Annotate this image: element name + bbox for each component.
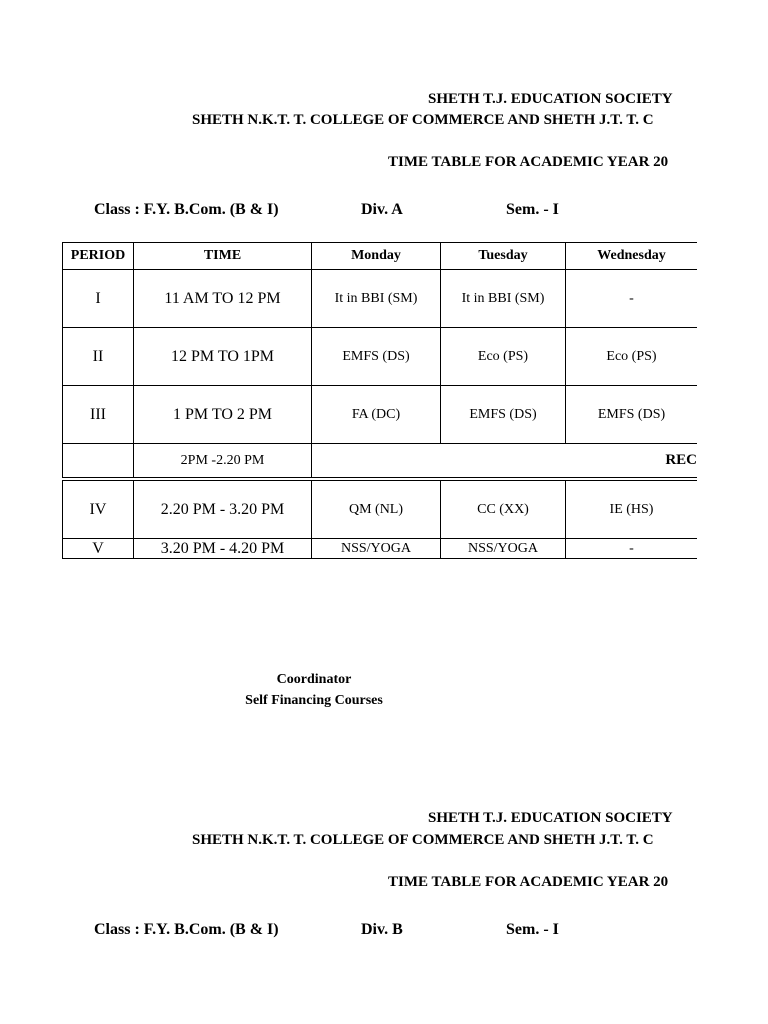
tuesday-cell: NSS/YOGA: [441, 539, 566, 559]
column-header-period: PERIOD: [63, 243, 134, 270]
college-name: SHETH N.K.T. T. COLLEGE OF COMMERCE AND SHETH J.T. T. C: [192, 832, 654, 848]
wednesday-cell: -: [566, 539, 698, 559]
society-name: SHETH T.J. EDUCATION SOCIETY: [428, 91, 673, 107]
semester-label: Sem. - I: [506, 201, 559, 218]
monday-cell: QM (NL): [312, 481, 441, 539]
recess-label: REC: [312, 444, 698, 478]
college-name: SHETH N.K.T. T. COLLEGE OF COMMERCE AND SHETH J.T. T. C: [192, 112, 654, 128]
table-header-row: [63, 243, 698, 270]
break-time-cell: 2PM -2.20 PM: [134, 444, 312, 478]
time-cell: 2.20 PM - 3.20 PM: [134, 481, 312, 539]
period-cell: III: [63, 386, 134, 444]
period-cell: II: [63, 328, 134, 386]
tuesday-cell: Eco (PS): [441, 328, 566, 386]
timetable: [62, 242, 697, 559]
monday-cell: FA (DC): [312, 386, 441, 444]
timetable-title: TIME TABLE FOR ACADEMIC YEAR 20: [388, 154, 669, 170]
society-name: SHETH T.J. EDUCATION SOCIETY: [428, 810, 673, 826]
period-cell: V: [63, 539, 134, 559]
tuesday-cell: EMFS (DS): [441, 386, 566, 444]
monday-cell: EMFS (DS): [312, 328, 441, 386]
division-label: Div. A: [361, 201, 403, 218]
wednesday-cell: EMFS (DS): [566, 386, 698, 444]
table-row: [63, 328, 698, 386]
time-cell: 1 PM TO 2 PM: [134, 386, 312, 444]
class-label: Class : F.Y. B.Com. (B & I): [94, 921, 279, 938]
table-row: [63, 481, 698, 539]
coordinator-title: Coordinator: [276, 672, 352, 687]
column-header-monday: Monday: [312, 243, 441, 270]
wednesday-cell: -: [566, 270, 698, 328]
wednesday-cell: IE (HS): [566, 481, 698, 539]
time-cell: 12 PM TO 1PM: [134, 328, 312, 386]
table-row: [63, 270, 698, 328]
break-row: [63, 444, 698, 478]
tuesday-cell: It in BBI (SM): [441, 270, 566, 328]
column-header-time: TIME: [134, 243, 312, 270]
time-cell: 3.20 PM - 4.20 PM: [134, 539, 312, 559]
class-label: Class : F.Y. B.Com. (B & I): [94, 201, 279, 218]
column-header-wednesday: Wednesday: [566, 243, 698, 270]
division-label: Div. B: [361, 921, 403, 938]
period-cell-empty: [63, 444, 134, 478]
column-header-tuesday: Tuesday: [441, 243, 566, 270]
time-cell: 11 AM TO 12 PM: [134, 270, 312, 328]
semester-label: Sem. - I: [506, 921, 559, 938]
table-row: [63, 539, 698, 559]
coordinator-subtitle: Self Financing Courses: [245, 693, 383, 708]
timetable-title: TIME TABLE FOR ACADEMIC YEAR 20: [388, 874, 669, 890]
wednesday-cell: Eco (PS): [566, 328, 698, 386]
period-cell: I: [63, 270, 134, 328]
period-cell: IV: [63, 481, 134, 539]
table-row: [63, 386, 698, 444]
monday-cell: NSS/YOGA: [312, 539, 441, 559]
monday-cell: It in BBI (SM): [312, 270, 441, 328]
tuesday-cell: CC (XX): [441, 481, 566, 539]
